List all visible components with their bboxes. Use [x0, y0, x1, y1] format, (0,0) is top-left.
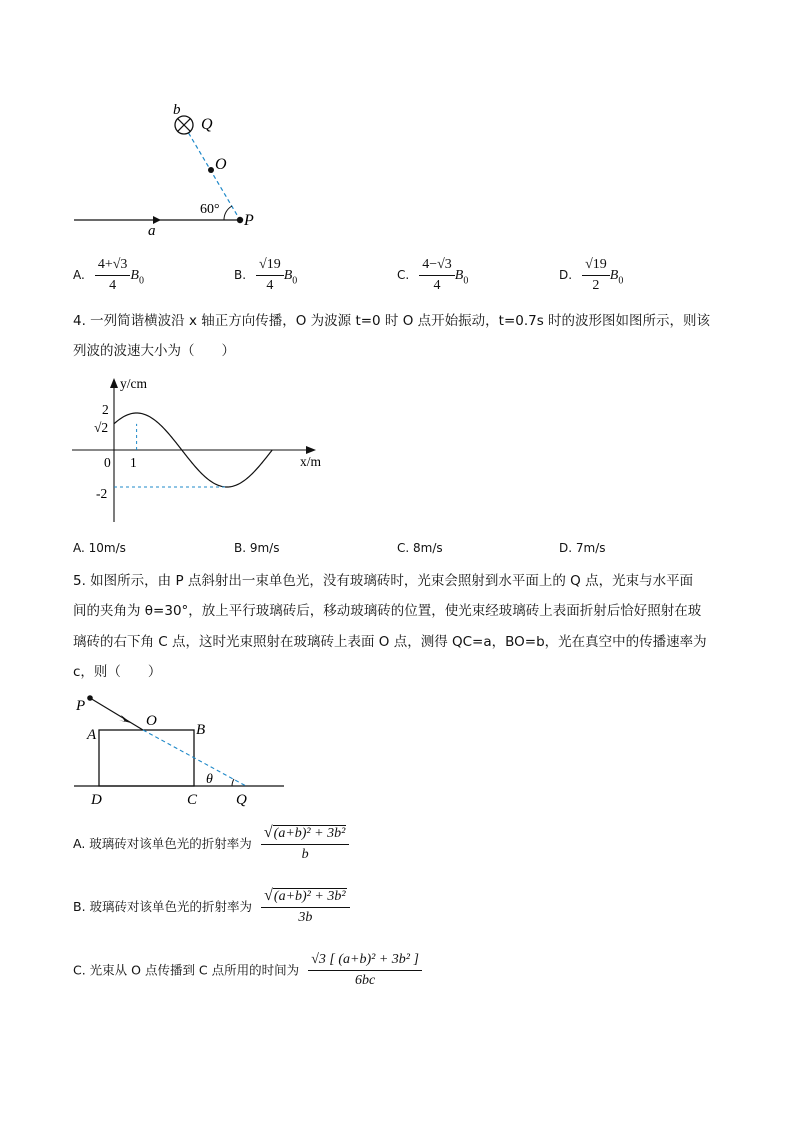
- point-P-dot: [87, 695, 93, 701]
- q3-option-d[interactable]: D. $\frac{√19}{2}$ $B_0$: [559, 255, 623, 296]
- option-fraction: $\frac{4-√3}{4}$: [419, 255, 455, 296]
- option-fraction: $\frac{√19}{2}$: [582, 255, 610, 296]
- q5-stem-line4: c，则（ ）: [73, 664, 162, 680]
- x-axis-arrow-icon: [306, 446, 316, 454]
- option-fraction: $\frac{\text{√3 [ (a+b)² + 3b² ]}}{6bc}$: [308, 950, 422, 991]
- q3-option-b[interactable]: B. $\frac{√19}{4}$ $B_0$: [234, 255, 297, 296]
- q5-stem-line2: 间的夹角为 θ=30°，放上平行玻璃砖后，移动玻璃砖的位置，使光束经玻璃砖上表面折射后恰好照射在玻: [73, 603, 702, 619]
- label-C: C: [187, 792, 198, 808]
- glass-brick: [99, 730, 194, 786]
- option-text: A. 玻璃砖对该单色光的折射率为: [73, 836, 252, 851]
- option-fraction: $\frac{√19}{4}$: [256, 255, 284, 296]
- refracted-ray-OC: [143, 730, 194, 786]
- incident-ray: [90, 698, 143, 730]
- tick-label-2: 2: [102, 402, 109, 417]
- q3-option-c[interactable]: C. $\frac{4-√3}{4}$ $B_0$: [397, 255, 468, 296]
- tick-label-0: 0: [104, 455, 111, 470]
- q4-option-d[interactable]: D. 7m/s: [559, 541, 606, 555]
- label-theta: θ: [206, 772, 213, 787]
- y-axis-arrow-icon: [110, 378, 118, 388]
- label-b: b: [173, 102, 181, 118]
- point-P-dot: [237, 217, 243, 223]
- option-letter: B.: [234, 268, 247, 283]
- angle-arc: [224, 206, 232, 220]
- label-a: a: [148, 223, 156, 239]
- figure-q3-diagram: [60, 95, 260, 245]
- label-D: D: [91, 792, 102, 808]
- q5-option-a[interactable]: [73, 823, 349, 865]
- label-A: A: [87, 727, 97, 743]
- tick-label-1: 1: [130, 455, 137, 470]
- label-Q: Q: [236, 792, 247, 808]
- q5-option-c[interactable]: [73, 950, 422, 991]
- q5-stem-line1: 5. 如图所示，由 P 点斜射出一束单色光，没有玻璃砖时，光束会照射到水平面上的 Q 点，光束与水平面: [73, 573, 694, 589]
- label-angle: 60°: [200, 202, 220, 217]
- label-P: P: [244, 212, 254, 229]
- option-letter: D.: [559, 268, 573, 283]
- option-letter: A.: [73, 268, 85, 283]
- option-text: C. 光束从 O 点传播到 C 点所用的时间为: [73, 962, 300, 978]
- y-axis-label: y/cm: [120, 376, 147, 391]
- point-O-dot: [208, 167, 214, 173]
- q4-stem-line1: 4. 一列简谐横波沿 x 轴正方向传播，O 为波源 t=0 时 O 点开始振动，t=0.7s 时的波形图如图所示，则该: [73, 313, 711, 329]
- q3-option-a[interactable]: A. $\frac{4+√3}{4}$ $B_0$: [73, 255, 144, 296]
- label-O: O: [215, 156, 227, 173]
- option-fraction: $\frac{\text{√(a+b)² + 3b²}}{3b}$: [261, 886, 349, 928]
- q5-stem-line3: 璃砖的右下角 C 点，这时光束照射在玻璃砖上表面 O 点，测得 QC=a，BO=b，光在真空中的传播速率为: [73, 634, 707, 650]
- option-text: B. 玻璃砖对该单色光的折射率为: [73, 899, 253, 914]
- label-B: B: [196, 722, 206, 738]
- q4-option-c[interactable]: C. 8m/s: [397, 541, 443, 555]
- label-P: P: [76, 698, 86, 714]
- q4-stem-line2: 列波的波速大小为（ ）: [73, 343, 235, 359]
- tick-label-sqrt2: √2: [94, 420, 109, 435]
- q4-option-a[interactable]: A. 10m/s: [73, 541, 126, 555]
- label-Q: Q: [201, 116, 213, 133]
- label-O: O: [146, 713, 157, 729]
- wave-chart: [70, 372, 340, 532]
- x-axis-label: x/m: [300, 454, 322, 469]
- theta-arc: [232, 779, 234, 786]
- option-fraction: $\frac{4+√3}{4}$: [95, 255, 131, 296]
- option-fraction: $\frac{\text{√(a+b)² + 3b²}}{b}$: [261, 823, 349, 865]
- q4-option-b[interactable]: B. 9m/s: [234, 541, 280, 555]
- figure-q5-diagram: [70, 688, 300, 813]
- option-letter: C.: [397, 268, 410, 283]
- tick-label-minus2: -2: [96, 486, 108, 501]
- q5-option-b[interactable]: [73, 886, 350, 928]
